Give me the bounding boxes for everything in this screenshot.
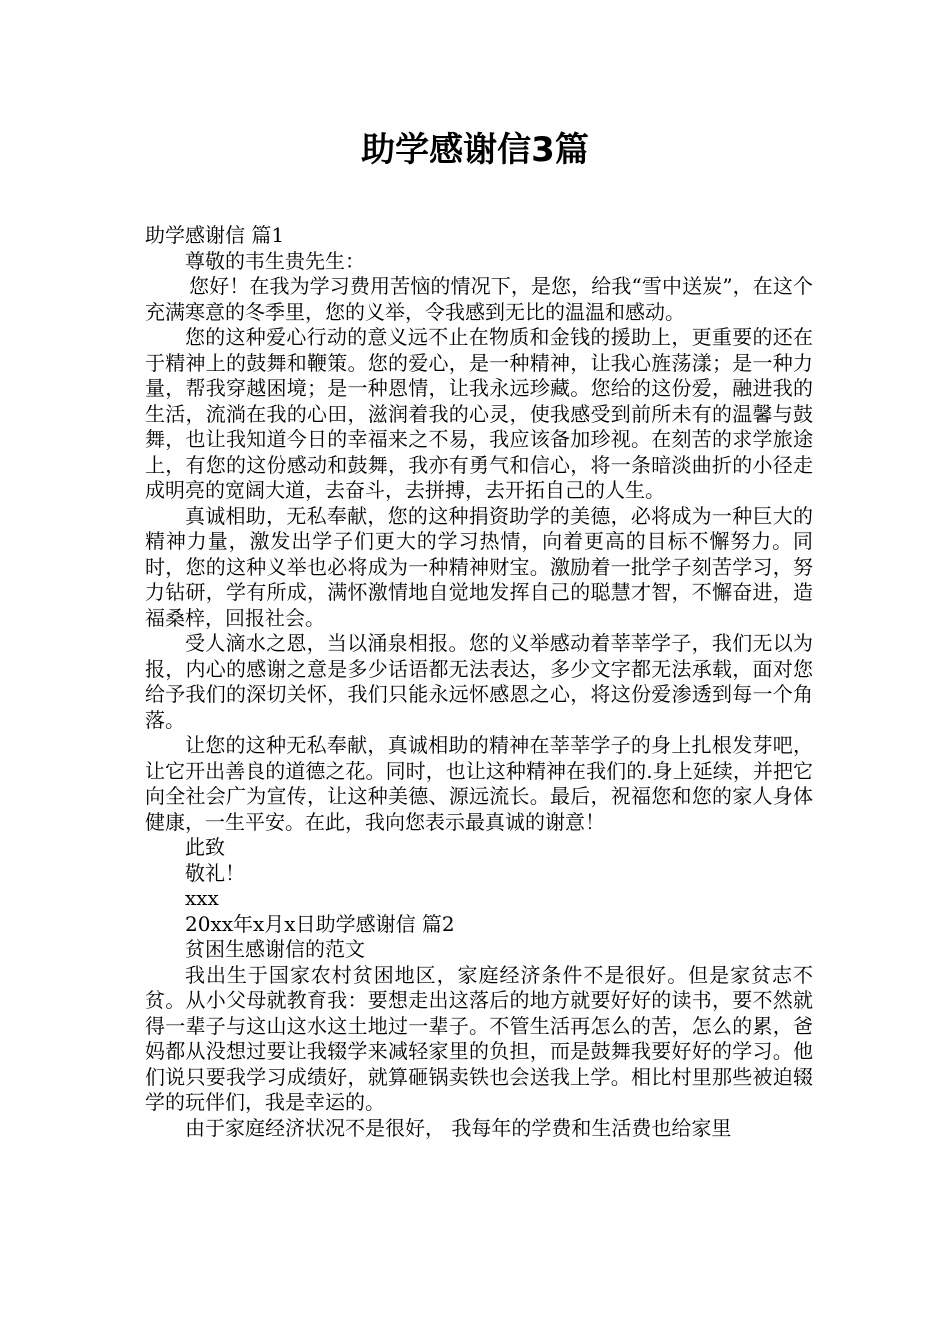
paragraph: 20xx年x月x日助学感谢信 篇2: [185, 911, 455, 936]
paragraph: 您的这种爱心行动的意义远不止在物质和金钱的援助上，更重要的还在于精神上的鼓舞和鞭策。您的爱心，是一种精神，让我心旌荡漾；是一种力量，帮我穿越困境；是一种恩情，让我永远珍藏。您给的这份爱，融进我的生活，流淌在我的心田，滋润着我的心灵，使我感受到前所未有的温馨与鼓舞，也让我知道今日的幸福来之不易，我应该备加珍视。在刻苦的求学旅途上，有您的这份感动和鼓舞，我亦有勇气和信心，将一条暗淡曲折的小径走成明亮的宽阔大道，去奋斗，去拼搏，去开拓自己的人生。: [145, 325, 813, 502]
paragraph: 贫困生感谢信的范文: [185, 937, 365, 961]
paragraph: 由于家庭经济状况不是很好， 我每年的学费和生活费也给家里: [185, 1115, 732, 1140]
paragraph: 敬礼！: [185, 860, 245, 885]
document-body: [145, 223, 813, 1141]
document-title: 助学感谢信3篇: [361, 130, 589, 170]
paragraph: 助学感谢信 篇1: [145, 223, 285, 247]
paragraph: 此致: [185, 835, 225, 859]
paragraph: 尊敬的韦生贵先生：: [185, 248, 365, 273]
paragraph: 受人滴水之恩，当以涌泉相报。您的义举感动着莘莘学子，我们无以为报，内心的感谢之意是多少话语都无法表达，多少文字都无法承载，面对您给予我们的深切关怀，我们只能永远怀感恩之心，将这份爱渗透到每一个角落。: [145, 631, 813, 732]
paragraph: 让您的这种无私奉献，真诚相助的精神在莘莘学子的身上扎根发芽吧，让它开出善良的道德之花。同时，也让这种精神在我们的.身上延续，并把它向全社会广为宣传，让这种美德、源远流长。最后，祝福您和您的家人身体健康，一生平安。在此，我向您表示最真诚的谢意！: [145, 733, 813, 834]
paragraph: 真诚相助，无私奉献，您的这种捐资助学的美德，必将成为一种巨大的精神力量，激发出学子们更大的学习热情，向着更高的目标不懈努力。同时，您的这种义举也必将成为一种精神财宝。激励着一批学子刻苦学习，努力钻研，学有所成，满怀激情地自觉地发挥自己的聪慧才智，不懈奋进，造福桑梓，回报社会。: [145, 503, 813, 630]
paragraph: 我出生于国家农村贫困地区，家庭经济条件不是很好。但是家贫志不贫。从小父母就教育我：要想走出这落后的地方就要好好的读书，要不然就得一辈子与这山这水这土地过一辈子。不管生活再怎么的苦，怎么的累，爸妈都从没想过要让我辍学来减轻家里的负担，而是鼓舞我要好好的学习。他们说只要我学习成绩好，就算砸锅卖铁也会送我上学。相比村里那些被迫辍学的玩伴们，我是幸运的。: [145, 962, 813, 1114]
paragraph: xxx: [185, 886, 219, 910]
paragraph: 您好！在我为学习费用苦恼的情况下，是您，给我“雪中送炭”，在这个充满寒意的冬季里，您的义举，令我感到无比的温温和感动。: [145, 274, 813, 324]
